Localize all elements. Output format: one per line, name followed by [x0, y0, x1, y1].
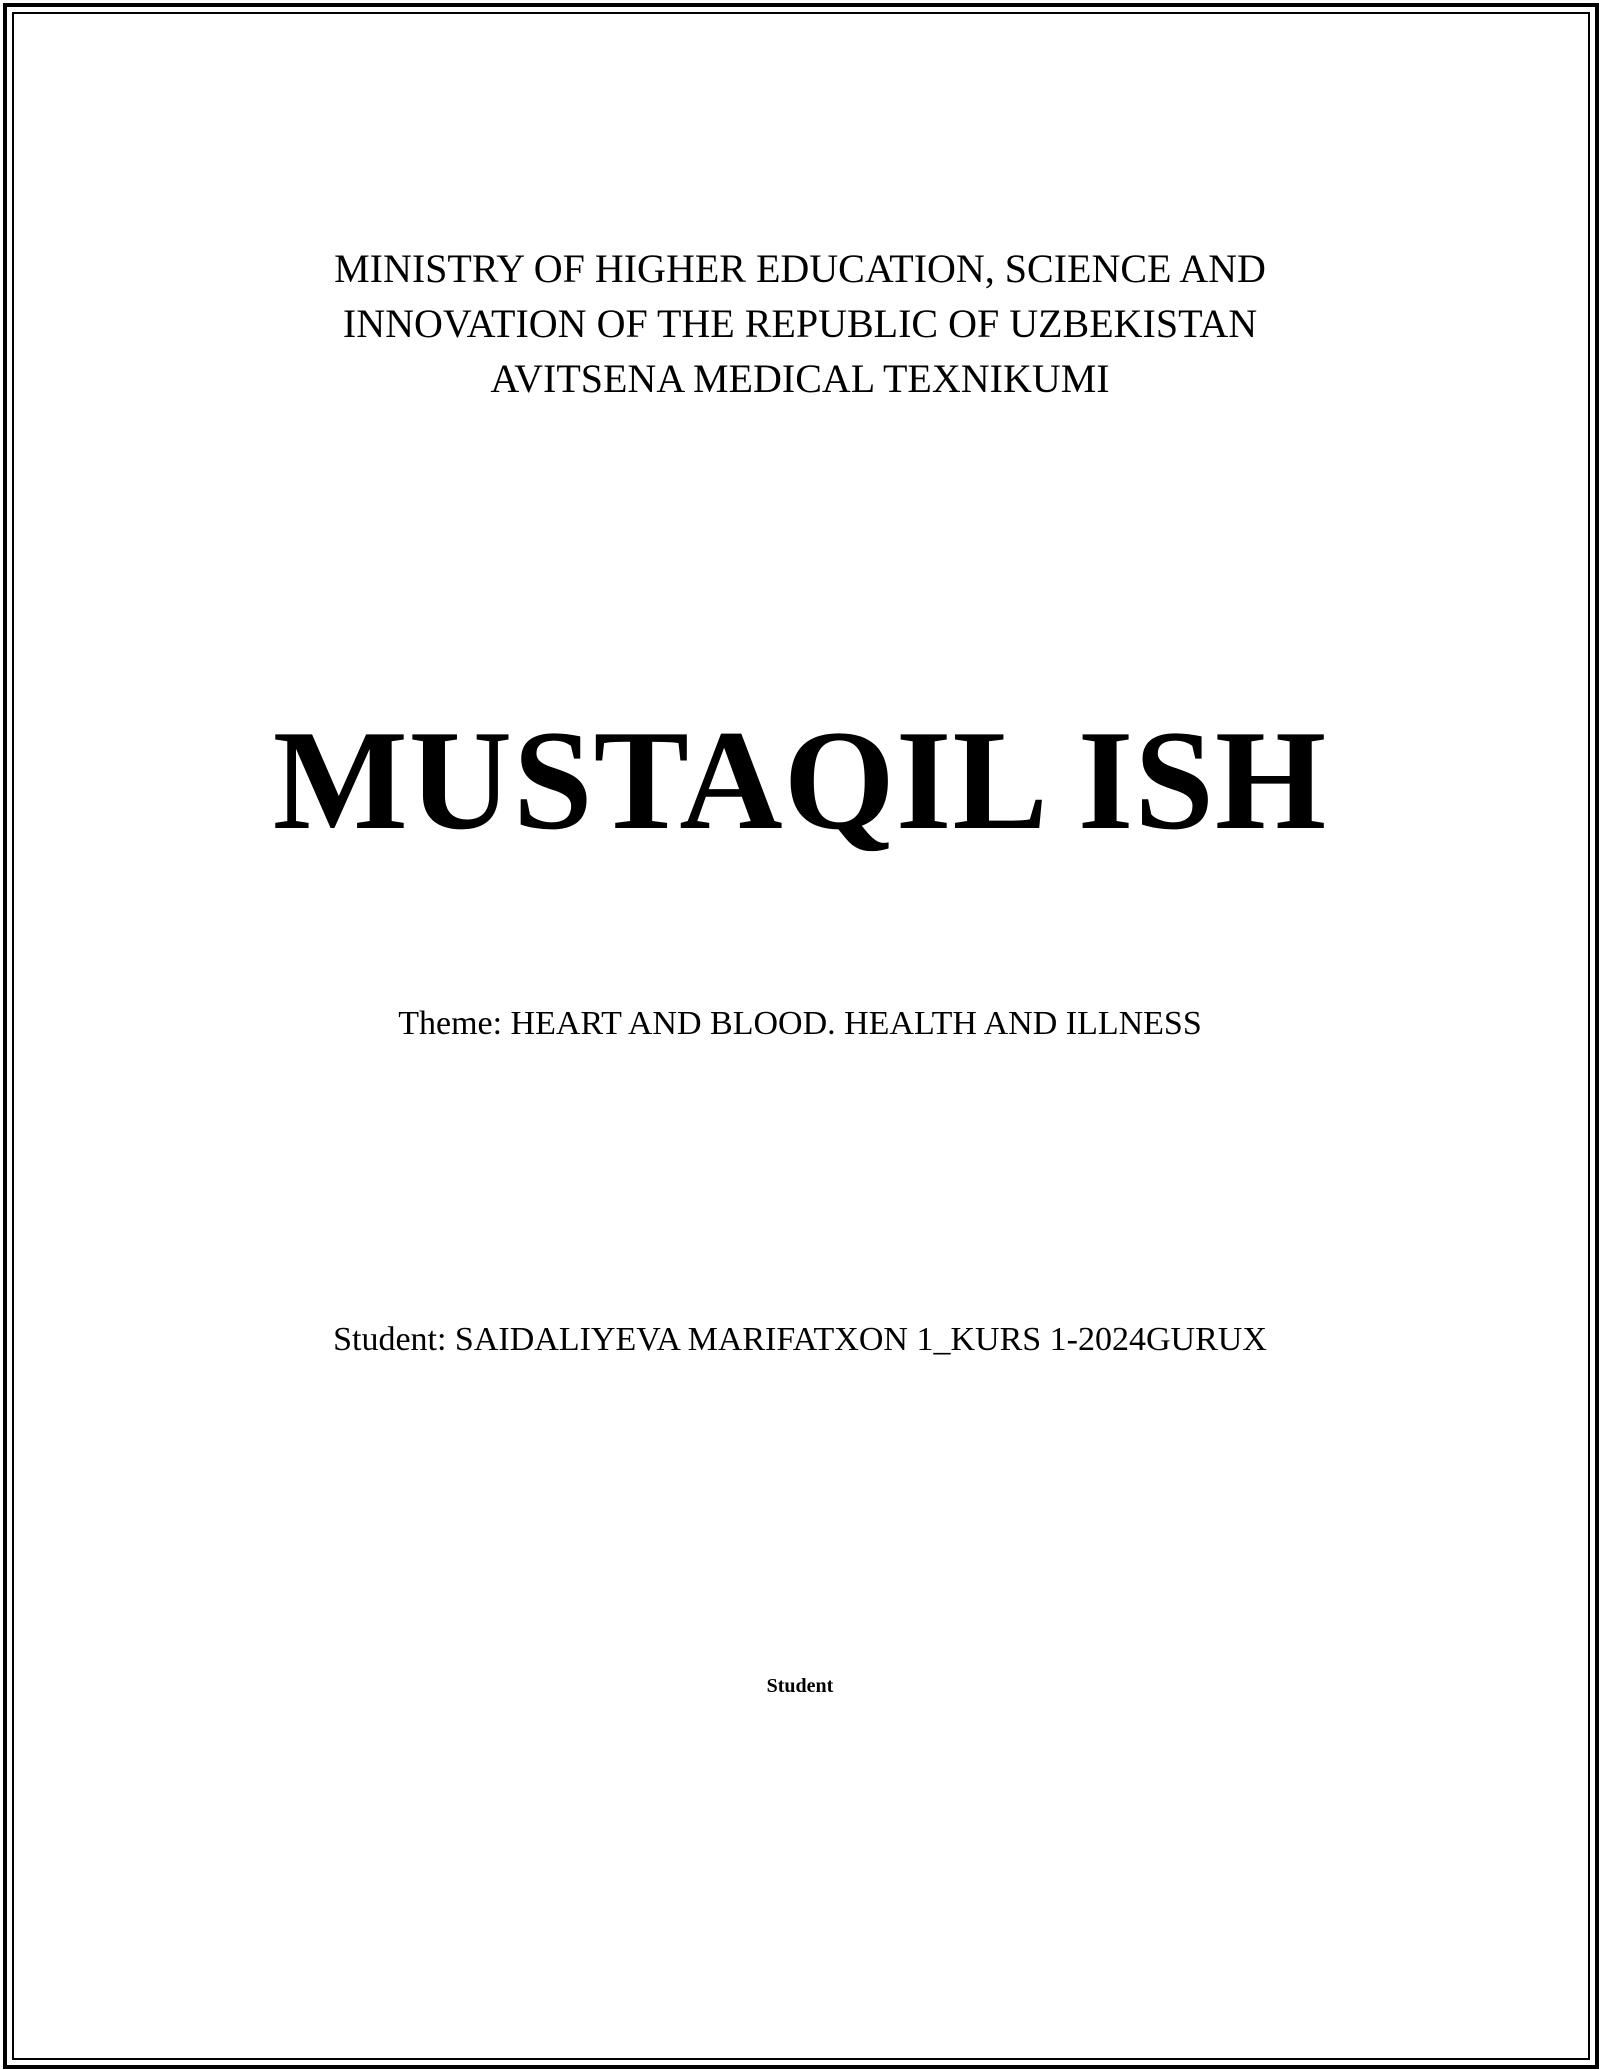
- student-label: Student: [766, 1675, 834, 1697]
- institution-header-line-1: MINISTRY OF HIGHER EDUCATION, SCIENCE AND: [334, 246, 1266, 291]
- institution-header: [0, 241, 1600, 406]
- document-title: MUSTAQIL ISH: [272, 701, 1328, 859]
- theme-line: Theme: HEART AND BLOOD. HEALTH AND ILLNESS: [398, 1005, 1202, 1042]
- student-info-line: Student: SAIDALIYEVA MARIFATXON 1_KURS 1-2024GURUX: [333, 1321, 1267, 1358]
- institution-header-line-2: INNOVATION OF THE REPUBLIC OF UZBEKISTAN: [342, 301, 1258, 346]
- institution-header-line-3: AVITSENA MEDICAL TEXNIKUMI: [490, 356, 1110, 401]
